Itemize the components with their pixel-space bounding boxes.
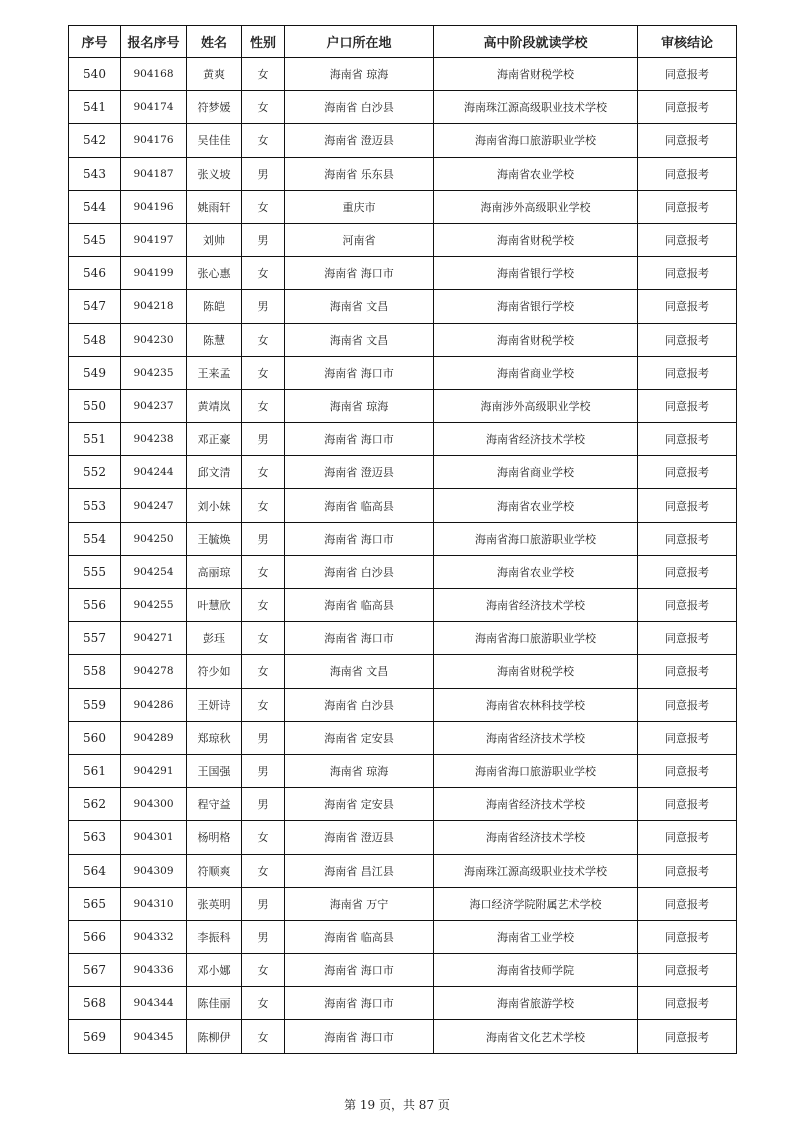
table-row: [69, 987, 737, 1020]
table-row: [69, 555, 737, 588]
cell-name: 邓小娜: [187, 954, 242, 987]
cell-household: 海南省 万宁: [285, 887, 434, 920]
cell-school: 海南省旅游学校: [434, 987, 638, 1020]
cell-school: 海南省海口旅游职业学校: [434, 124, 638, 157]
cell-gender: 男: [242, 754, 285, 787]
cell-result: 同意报考: [638, 821, 737, 854]
table-row: [69, 323, 737, 356]
cell-result: 同意报考: [638, 1020, 737, 1053]
cell-reg-no: 904196: [121, 190, 187, 223]
cell-household: 海南省 澄迈县: [285, 456, 434, 489]
cell-seq: 550: [69, 389, 121, 422]
cell-household: 海南省 临高县: [285, 489, 434, 522]
cell-gender: 女: [242, 655, 285, 688]
cell-gender: 女: [242, 257, 285, 290]
cell-result: 同意报考: [638, 323, 737, 356]
cell-school: 海南省海口旅游职业学校: [434, 522, 638, 555]
cell-school: 海南珠江源高级职业技术学校: [434, 854, 638, 887]
cell-reg-no: 904310: [121, 887, 187, 920]
cell-gender: 女: [242, 456, 285, 489]
cell-household: 海南省 文昌: [285, 290, 434, 323]
cell-school: 海南省海口旅游职业学校: [434, 754, 638, 787]
cell-reg-no: 904289: [121, 721, 187, 754]
cell-reg-no: 904176: [121, 124, 187, 157]
cell-reg-no: 904286: [121, 688, 187, 721]
cell-household: 海南省 白沙县: [285, 688, 434, 721]
cell-household: 海南省 文昌: [285, 323, 434, 356]
cell-name: 彭珏: [187, 622, 242, 655]
cell-name: 陈皑: [187, 290, 242, 323]
cell-name: 刘小妹: [187, 489, 242, 522]
cell-school: 海南省文化艺术学校: [434, 1020, 638, 1053]
cell-household: 海南省 乐东县: [285, 157, 434, 190]
cell-name: 吴佳佳: [187, 124, 242, 157]
cell-seq: 551: [69, 423, 121, 456]
cell-result: 同意报考: [638, 589, 737, 622]
table-row: [69, 257, 737, 290]
cell-seq: 557: [69, 622, 121, 655]
cell-reg-no: 904199: [121, 257, 187, 290]
cell-result: 同意报考: [638, 622, 737, 655]
cell-name: 程守益: [187, 788, 242, 821]
cell-reg-no: 904309: [121, 854, 187, 887]
cell-seq: 543: [69, 157, 121, 190]
cell-school: 海南省农林科技学校: [434, 688, 638, 721]
cell-seq: 553: [69, 489, 121, 522]
cell-gender: 女: [242, 389, 285, 422]
cell-result: 同意报考: [638, 920, 737, 953]
cell-household: 海南省 白沙县: [285, 91, 434, 124]
cell-name: 邓正豪: [187, 423, 242, 456]
cell-seq: 560: [69, 721, 121, 754]
header-gender: 性别: [242, 26, 285, 58]
cell-seq: 564: [69, 854, 121, 887]
cell-household: 海南省 定安县: [285, 721, 434, 754]
cell-gender: 女: [242, 987, 285, 1020]
cell-gender: 男: [242, 290, 285, 323]
cell-result: 同意报考: [638, 522, 737, 555]
cell-seq: 549: [69, 356, 121, 389]
cell-result: 同意报考: [638, 854, 737, 887]
cell-household: 海南省 海口市: [285, 522, 434, 555]
cell-seq: 544: [69, 190, 121, 223]
cell-household: 海南省 琼海: [285, 58, 434, 91]
cell-seq: 565: [69, 887, 121, 920]
header-result: 审核结论: [638, 26, 737, 58]
cell-gender: 女: [242, 821, 285, 854]
table-row: [69, 788, 737, 821]
cell-result: 同意报考: [638, 124, 737, 157]
header-school: 高中阶段就读学校: [434, 26, 638, 58]
table-row: [69, 58, 737, 91]
cell-reg-no: 904344: [121, 987, 187, 1020]
cell-result: 同意报考: [638, 555, 737, 588]
cell-gender: 男: [242, 157, 285, 190]
table-row: [69, 124, 737, 157]
cell-seq: 552: [69, 456, 121, 489]
cell-gender: 女: [242, 323, 285, 356]
cell-gender: 女: [242, 1020, 285, 1053]
cell-result: 同意报考: [638, 754, 737, 787]
cell-household: 海南省 定安县: [285, 788, 434, 821]
cell-reg-no: 904271: [121, 622, 187, 655]
cell-reg-no: 904238: [121, 423, 187, 456]
cell-result: 同意报考: [638, 887, 737, 920]
table-row: [69, 622, 737, 655]
table-row: [69, 655, 737, 688]
cell-school: 海南省财税学校: [434, 323, 638, 356]
cell-reg-no: 904255: [121, 589, 187, 622]
cell-gender: 女: [242, 489, 285, 522]
cell-school: 海南省经济技术学校: [434, 788, 638, 821]
cell-school: 海南省农业学校: [434, 157, 638, 190]
cell-name: 黄靖岚: [187, 389, 242, 422]
cell-reg-no: 904168: [121, 58, 187, 91]
header-household: 户口所在地: [285, 26, 434, 58]
cell-name: 黄爽: [187, 58, 242, 91]
cell-gender: 女: [242, 854, 285, 887]
cell-reg-no: 904187: [121, 157, 187, 190]
cell-school: 海南省经济技术学校: [434, 589, 638, 622]
cell-name: 陈佳丽: [187, 987, 242, 1020]
cell-name: 王国强: [187, 754, 242, 787]
cell-name: 符少如: [187, 655, 242, 688]
cell-school: 海口经济学院附属艺术学校: [434, 887, 638, 920]
cell-school: 海南省财税学校: [434, 655, 638, 688]
cell-seq: 547: [69, 290, 121, 323]
cell-name: 张英明: [187, 887, 242, 920]
cell-gender: 男: [242, 788, 285, 821]
cell-household: 海南省 澄迈县: [285, 124, 434, 157]
cell-school: 海南省工业学校: [434, 920, 638, 953]
cell-result: 同意报考: [638, 356, 737, 389]
table-header-row: [69, 26, 737, 58]
cell-household: 海南省 海口市: [285, 257, 434, 290]
cell-household: 海南省 临高县: [285, 589, 434, 622]
cell-result: 同意报考: [638, 223, 737, 256]
cell-result: 同意报考: [638, 91, 737, 124]
cell-seq: 555: [69, 555, 121, 588]
cell-result: 同意报考: [638, 788, 737, 821]
cell-result: 同意报考: [638, 655, 737, 688]
cell-reg-no: 904301: [121, 821, 187, 854]
table-row: [69, 489, 737, 522]
cell-name: 刘帅: [187, 223, 242, 256]
page-number: 第 19 页，共 87 页: [344, 1098, 450, 1112]
cell-name: 王毓焕: [187, 522, 242, 555]
cell-school: 海南省商业学校: [434, 456, 638, 489]
cell-household: 海南省 昌江县: [285, 854, 434, 887]
cell-result: 同意报考: [638, 987, 737, 1020]
cell-result: 同意报考: [638, 257, 737, 290]
cell-reg-no: 904218: [121, 290, 187, 323]
cell-name: 张心惠: [187, 257, 242, 290]
cell-seq: 548: [69, 323, 121, 356]
cell-school: 海南省财税学校: [434, 58, 638, 91]
cell-gender: 男: [242, 423, 285, 456]
cell-gender: 男: [242, 721, 285, 754]
cell-name: 陈柳伊: [187, 1020, 242, 1053]
table-row: [69, 1020, 737, 1053]
cell-school: 海南省农业学校: [434, 555, 638, 588]
cell-gender: 女: [242, 124, 285, 157]
cell-household: 海南省 海口市: [285, 987, 434, 1020]
table-row: [69, 821, 737, 854]
cell-name: 邱文清: [187, 456, 242, 489]
cell-gender: 女: [242, 589, 285, 622]
table-row: [69, 389, 737, 422]
cell-name: 张义坡: [187, 157, 242, 190]
cell-seq: 569: [69, 1020, 121, 1053]
cell-seq: 545: [69, 223, 121, 256]
cell-household: 海南省 海口市: [285, 423, 434, 456]
cell-household: 海南省 海口市: [285, 954, 434, 987]
cell-name: 符梦媛: [187, 91, 242, 124]
table-row: [69, 754, 737, 787]
cell-seq: 554: [69, 522, 121, 555]
table-row: [69, 954, 737, 987]
cell-seq: 561: [69, 754, 121, 787]
cell-name: 姚雨轩: [187, 190, 242, 223]
cell-gender: 男: [242, 223, 285, 256]
cell-result: 同意报考: [638, 721, 737, 754]
header-reg-no: 报名序号: [121, 26, 187, 58]
cell-household: 海南省 澄迈县: [285, 821, 434, 854]
cell-reg-no: 904197: [121, 223, 187, 256]
table-row: [69, 290, 737, 323]
cell-gender: 男: [242, 920, 285, 953]
table-row: [69, 688, 737, 721]
cell-reg-no: 904174: [121, 91, 187, 124]
cell-result: 同意报考: [638, 290, 737, 323]
cell-school: 海南涉外高级职业学校: [434, 389, 638, 422]
header-name: 姓名: [187, 26, 242, 58]
cell-gender: 女: [242, 356, 285, 389]
cell-reg-no: 904278: [121, 655, 187, 688]
cell-reg-no: 904247: [121, 489, 187, 522]
cell-name: 李振科: [187, 920, 242, 953]
cell-household: 重庆市: [285, 190, 434, 223]
cell-seq: 563: [69, 821, 121, 854]
cell-gender: 男: [242, 887, 285, 920]
cell-reg-no: 904332: [121, 920, 187, 953]
table-row: [69, 356, 737, 389]
table-row: [69, 589, 737, 622]
cell-seq: 566: [69, 920, 121, 953]
cell-result: 同意报考: [638, 954, 737, 987]
cell-household: 海南省 琼海: [285, 754, 434, 787]
cell-gender: 女: [242, 954, 285, 987]
cell-seq: 540: [69, 58, 121, 91]
cell-gender: 女: [242, 622, 285, 655]
cell-result: 同意报考: [638, 489, 737, 522]
cell-household: 海南省 海口市: [285, 622, 434, 655]
cell-name: 陈慧: [187, 323, 242, 356]
table-row: [69, 920, 737, 953]
table-row: [69, 91, 737, 124]
applicant-table: [68, 25, 737, 1054]
cell-household: 河南省: [285, 223, 434, 256]
header-seq: 序号: [69, 26, 121, 58]
table-row: [69, 522, 737, 555]
cell-seq: 567: [69, 954, 121, 987]
cell-result: 同意报考: [638, 389, 737, 422]
cell-result: 同意报考: [638, 456, 737, 489]
cell-name: 高丽琼: [187, 555, 242, 588]
cell-reg-no: 904244: [121, 456, 187, 489]
cell-school: 海南珠江源高级职业技术学校: [434, 91, 638, 124]
cell-gender: 女: [242, 58, 285, 91]
table-row: [69, 887, 737, 920]
cell-gender: 男: [242, 522, 285, 555]
cell-school: 海南省银行学校: [434, 257, 638, 290]
table-row: [69, 854, 737, 887]
cell-school: 海南省经济技术学校: [434, 423, 638, 456]
cell-household: 海南省 白沙县: [285, 555, 434, 588]
cell-household: 海南省 海口市: [285, 1020, 434, 1053]
table-row: [69, 456, 737, 489]
cell-seq: 556: [69, 589, 121, 622]
cell-school: 海南省海口旅游职业学校: [434, 622, 638, 655]
cell-reg-no: 904300: [121, 788, 187, 821]
cell-household: 海南省 琼海: [285, 389, 434, 422]
cell-school: 海南省经济技术学校: [434, 721, 638, 754]
cell-name: 郑琼秋: [187, 721, 242, 754]
cell-seq: 546: [69, 257, 121, 290]
cell-gender: 女: [242, 91, 285, 124]
cell-result: 同意报考: [638, 58, 737, 91]
cell-school: 海南省财税学校: [434, 223, 638, 256]
cell-name: 王妍诗: [187, 688, 242, 721]
cell-seq: 568: [69, 987, 121, 1020]
cell-name: 王来孟: [187, 356, 242, 389]
cell-name: 叶慧欣: [187, 589, 242, 622]
table-row: [69, 223, 737, 256]
cell-seq: 541: [69, 91, 121, 124]
table-row: [69, 190, 737, 223]
cell-name: 杨明格: [187, 821, 242, 854]
cell-reg-no: 904345: [121, 1020, 187, 1053]
table-row: [69, 157, 737, 190]
cell-reg-no: 904237: [121, 389, 187, 422]
cell-gender: 女: [242, 190, 285, 223]
cell-result: 同意报考: [638, 157, 737, 190]
cell-result: 同意报考: [638, 423, 737, 456]
cell-school: 海南涉外高级职业学校: [434, 190, 638, 223]
cell-seq: 542: [69, 124, 121, 157]
cell-reg-no: 904230: [121, 323, 187, 356]
cell-reg-no: 904250: [121, 522, 187, 555]
cell-seq: 562: [69, 788, 121, 821]
table-row: [69, 423, 737, 456]
cell-school: 海南省技师学院: [434, 954, 638, 987]
cell-school: 海南省商业学校: [434, 356, 638, 389]
table-body: [69, 58, 737, 1054]
cell-reg-no: 904336: [121, 954, 187, 987]
cell-reg-no: 904235: [121, 356, 187, 389]
cell-gender: 女: [242, 555, 285, 588]
cell-reg-no: 904254: [121, 555, 187, 588]
cell-household: 海南省 文昌: [285, 655, 434, 688]
cell-seq: 559: [69, 688, 121, 721]
cell-household: 海南省 临高县: [285, 920, 434, 953]
table-row: [69, 721, 737, 754]
cell-school: 海南省经济技术学校: [434, 821, 638, 854]
cell-school: 海南省银行学校: [434, 290, 638, 323]
cell-result: 同意报考: [638, 688, 737, 721]
cell-school: 海南省农业学校: [434, 489, 638, 522]
cell-seq: 558: [69, 655, 121, 688]
cell-gender: 女: [242, 688, 285, 721]
cell-household: 海南省 海口市: [285, 356, 434, 389]
cell-reg-no: 904291: [121, 754, 187, 787]
cell-name: 符顺爽: [187, 854, 242, 887]
cell-result: 同意报考: [638, 190, 737, 223]
